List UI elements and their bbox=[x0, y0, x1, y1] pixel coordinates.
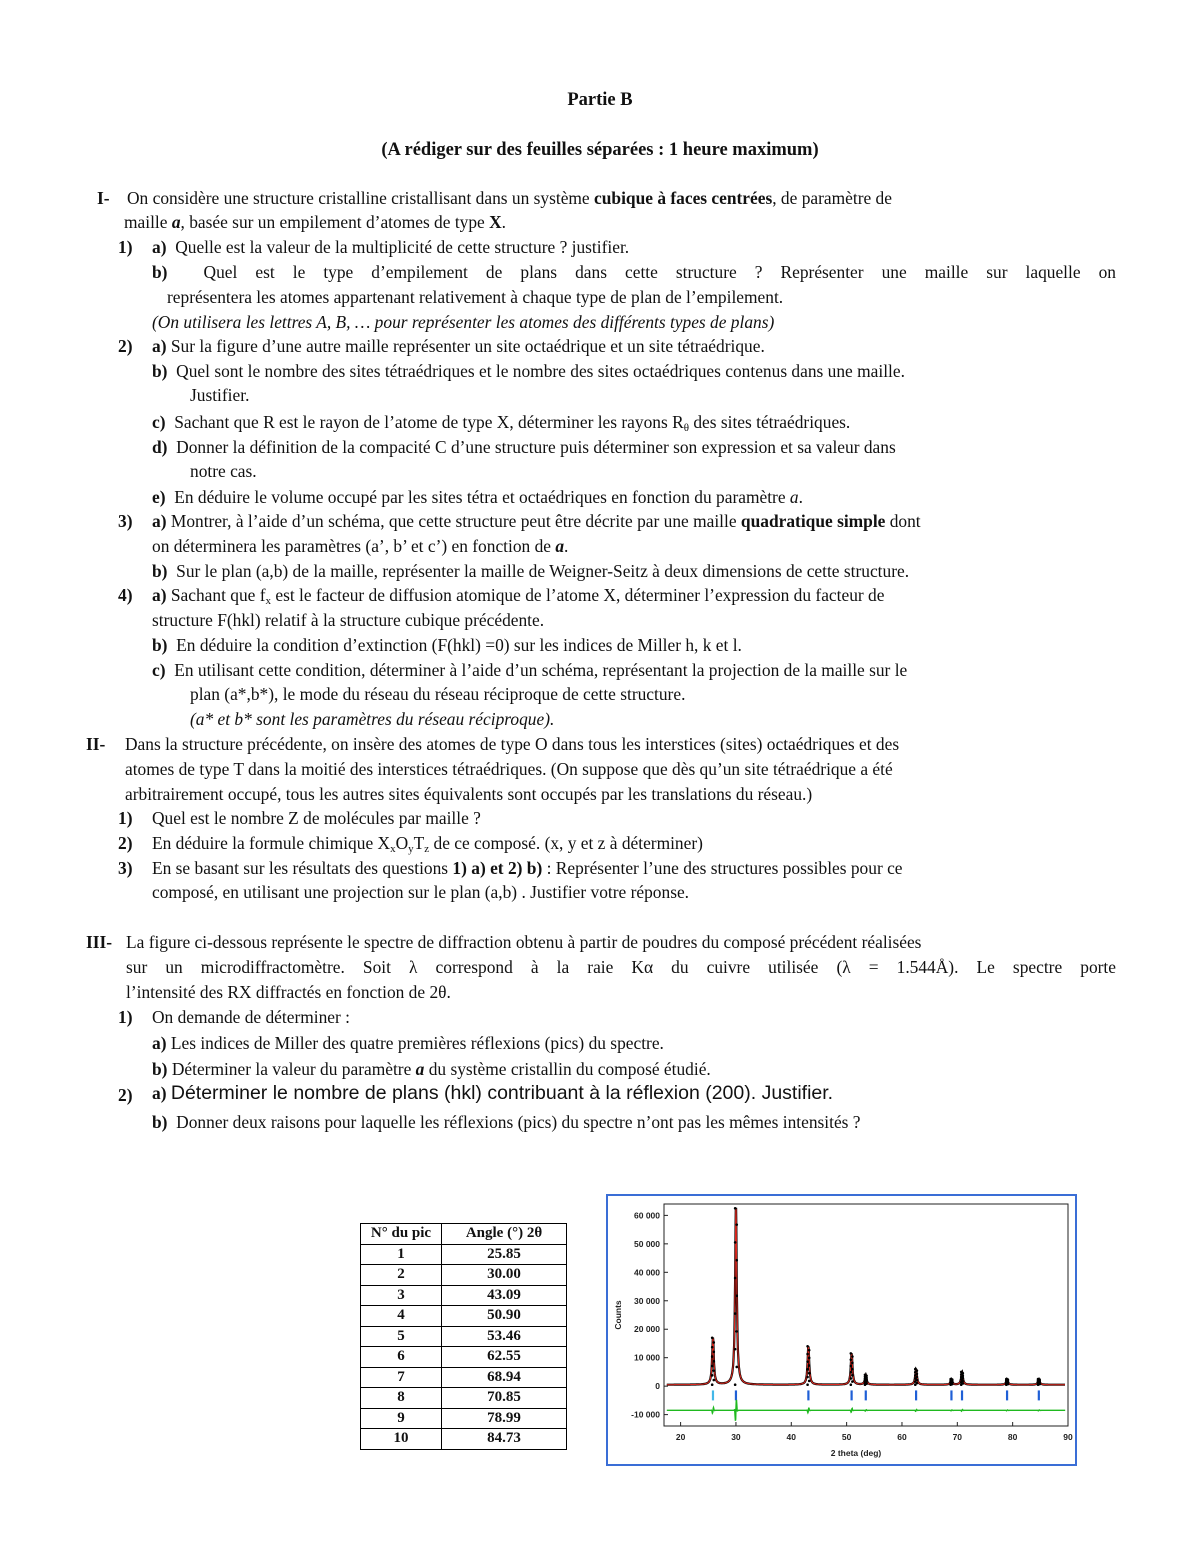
observed-point bbox=[850, 1352, 853, 1355]
observed-point bbox=[735, 1330, 738, 1333]
x-tick-label: 60 bbox=[897, 1432, 907, 1442]
q4c-note: (a* et b* sont les paramètres du réseau réciproque). bbox=[190, 709, 555, 729]
peak-number: 4 bbox=[361, 1306, 442, 1327]
observed-point bbox=[960, 1371, 963, 1374]
x-tick-label: 80 bbox=[1007, 1432, 1018, 1442]
x-tick-label: 30 bbox=[731, 1432, 741, 1442]
xrd-chart-svg bbox=[608, 1196, 1075, 1464]
s3-q1b: b) Déterminer la valeur du paramètre a du système cristallin du composé étudié. bbox=[152, 1059, 711, 1079]
observed-point bbox=[735, 1294, 738, 1297]
observed-point bbox=[1037, 1378, 1040, 1381]
s3-q2-number: 2) bbox=[118, 1085, 133, 1105]
peak-angle: 84.73 bbox=[442, 1429, 567, 1450]
q4-number: 4) bbox=[118, 585, 133, 605]
observed-point bbox=[734, 1241, 737, 1244]
q4a-line1: a) Sachant que $f_x$ est le facteur de diffusion atomique de l’atome X, déterminer l’expression du facteur de bbox=[152, 585, 885, 607]
y-tick-label: 0 bbox=[655, 1381, 660, 1392]
y-tick-label: 50 000 bbox=[634, 1238, 660, 1249]
peak-table bbox=[360, 1223, 567, 1450]
observed-point bbox=[914, 1368, 917, 1371]
observed-point bbox=[735, 1366, 738, 1369]
q2-number: 2) bbox=[118, 336, 133, 356]
y-tick-label: 20 000 bbox=[634, 1324, 660, 1335]
observed-point bbox=[850, 1377, 853, 1380]
s2-q3-line1: En se basant sur les résultats des questions 1) a) et 2) b) : Représenter l’une des structures possibles pour ce bbox=[152, 858, 903, 878]
observed-point bbox=[806, 1368, 809, 1371]
observed-point bbox=[808, 1372, 811, 1375]
peak-number: 6 bbox=[361, 1347, 442, 1368]
y-tick-label: 30 000 bbox=[634, 1295, 660, 1306]
s2-q2-number: 2) bbox=[118, 833, 133, 853]
table-row bbox=[361, 1347, 567, 1368]
q3b: b) Sur le plan (a,b) de la maille, représenter la maille de Weigner-Seitz à deux dimensions de cette structure. bbox=[152, 561, 910, 581]
peak-table-header-num: N° du pic bbox=[361, 1224, 442, 1245]
q2d-line1: d) Donner la définition de la compacité C d’une structure puis déterminer son expression et sa valeur dans bbox=[152, 437, 896, 457]
q2b-line2: Justifier. bbox=[190, 385, 250, 405]
observed-point bbox=[806, 1360, 809, 1363]
observed-point bbox=[734, 1348, 737, 1351]
observed-point bbox=[850, 1365, 853, 1368]
table-row bbox=[361, 1408, 567, 1429]
observed-point bbox=[808, 1380, 811, 1383]
q2d-line2: notre cas. bbox=[190, 461, 257, 481]
observed-point bbox=[712, 1360, 715, 1363]
q3-number: 3) bbox=[118, 511, 133, 531]
observed-point bbox=[1005, 1378, 1008, 1381]
y-axis-label: Counts bbox=[613, 1300, 623, 1330]
peak-number: 3 bbox=[361, 1285, 442, 1306]
xrd-chart bbox=[606, 1194, 1077, 1466]
table-row bbox=[361, 1306, 567, 1327]
peak-number: 5 bbox=[361, 1326, 442, 1347]
observed-point bbox=[734, 1207, 737, 1210]
y-tick-label: 60 000 bbox=[634, 1210, 660, 1221]
observed-point bbox=[806, 1353, 809, 1356]
peak-angle: 30.00 bbox=[442, 1265, 567, 1286]
s3-q2a: a) Déterminer le nombre de plans (hkl) contribuant à la réflexion (200). Justifier. bbox=[152, 1082, 834, 1104]
q2b-line1: b) Quel sont le nombre des sites tétraédriques et le nombre des sites octaédriques contenus dans une maille. bbox=[152, 361, 905, 381]
observed-point bbox=[735, 1223, 738, 1226]
observed-point bbox=[712, 1341, 715, 1344]
q2e: e) En déduire le volume occupé par les sites tétra et octaédriques en fonction du paramètre a. bbox=[152, 487, 803, 507]
table-row bbox=[361, 1367, 567, 1388]
y-tick-label: 40 000 bbox=[634, 1267, 660, 1278]
observed-point bbox=[735, 1259, 738, 1262]
peak-angle: 62.55 bbox=[442, 1347, 567, 1368]
observed-point bbox=[949, 1378, 952, 1381]
x-tick-label: 50 bbox=[841, 1432, 852, 1442]
x-tick-label: 40 bbox=[786, 1432, 797, 1442]
peak-number: 1 bbox=[361, 1244, 442, 1265]
q1b-line2: représentera les atomes appartenant relativement à chaque type de plan de l’empilement. bbox=[167, 287, 784, 307]
table-row bbox=[361, 1388, 567, 1409]
observed-point bbox=[806, 1383, 809, 1386]
s2-q3-line2: composé, en utilisant une projection sur le plan (a,b) . Justifier votre réponse. bbox=[152, 882, 690, 902]
observed-point bbox=[850, 1383, 853, 1386]
x-tick-label: 70 bbox=[952, 1432, 963, 1442]
page-subtitle: (A rédiger sur des feuilles séparées : 1 heure maximum) bbox=[381, 140, 819, 160]
q4c-line2: plan (a*,b*), le mode du réseau du réseau réciproque de cette structure. bbox=[190, 684, 686, 704]
s3-q1-number: 1) bbox=[118, 1007, 133, 1027]
s3-q1: On demande de déterminer : bbox=[152, 1007, 350, 1027]
x-tick-label: 20 bbox=[675, 1432, 686, 1442]
observed-point bbox=[734, 1277, 737, 1280]
peak-angle: 68.94 bbox=[442, 1367, 567, 1388]
table-row bbox=[361, 1244, 567, 1265]
peak-angle: 50.90 bbox=[442, 1306, 567, 1327]
section-3-intro-line2: sur un microdiffractomètre. Soit λ correspond à la raie Kα du cuivre utilisée (λ = 1.544Å). Le spectre porte bbox=[126, 957, 1116, 977]
observed-baseline bbox=[667, 1209, 1065, 1385]
q2a: a) Sur la figure d’une autre maille représenter un site octaédrique et un site tétraédrique. bbox=[152, 336, 765, 356]
observed-point bbox=[711, 1355, 714, 1358]
peak-number: 9 bbox=[361, 1408, 442, 1429]
x-axis-label: 2 theta (deg) bbox=[830, 1448, 882, 1458]
y-tick-label: -10 000 bbox=[631, 1409, 660, 1420]
observed-point bbox=[851, 1374, 854, 1377]
observed-point bbox=[851, 1380, 854, 1383]
peak-number: 2 bbox=[361, 1265, 442, 1286]
q1b-note: (On utilisera les lettres A, B, … pour représenter les atomes des différents types de plans) bbox=[152, 312, 775, 332]
q3a-line1: a) Montrer, à l’aide d’un schéma, que cette structure peut être décrite par une maille quadratique simple dont bbox=[152, 511, 921, 531]
section-2-intro-line3: arbitrairement occupé, tous les autres sites équivalents sont occupés par les translations du réseau.) bbox=[125, 784, 813, 804]
table-row bbox=[361, 1285, 567, 1306]
q3a-line2: on déterminera les paramètres (a’, b’ et c’) en fonction de a. bbox=[152, 536, 569, 556]
peak-angle: 25.85 bbox=[442, 1244, 567, 1265]
section-1-number: I- bbox=[97, 188, 110, 208]
s2-q1: Quel est le nombre Z de molécules par maille ? bbox=[152, 808, 481, 828]
peak-angle: 78.99 bbox=[442, 1408, 567, 1429]
observed-point bbox=[864, 1373, 867, 1376]
calculated-line bbox=[667, 1209, 1065, 1385]
section-3-intro-line1: La figure ci-dessous représente le spectre de diffraction obtenu à partir de poudres du composé précédent réalisées bbox=[126, 932, 922, 952]
observed-point bbox=[850, 1371, 853, 1374]
observed-point bbox=[712, 1369, 715, 1372]
s2-q1-number: 1) bbox=[118, 808, 133, 828]
section-3-intro-line3: l’intensité des RX diffractés en fonction de 2θ. bbox=[126, 982, 451, 1002]
s3-q2b: b) Donner deux raisons pour laquelle les réflexions (pics) du spectre n’ont pas les mêmes intensités ? bbox=[152, 1112, 861, 1132]
page-title: Partie B bbox=[567, 90, 633, 110]
section-1-intro-line2: maille a, basée sur un empilement d’atomes de type X. bbox=[124, 212, 507, 232]
observed-point bbox=[711, 1365, 714, 1368]
observed-point bbox=[806, 1345, 809, 1348]
observed-point bbox=[808, 1357, 811, 1360]
peak-table-header bbox=[361, 1224, 567, 1245]
s3-q1a: a) Les indices de Miller des quatre premières réflexions (pics) du spectre. bbox=[152, 1033, 664, 1053]
difference-line bbox=[667, 1400, 1065, 1421]
peak-angle: 43.09 bbox=[442, 1285, 567, 1306]
observed-point bbox=[711, 1383, 714, 1386]
table-row bbox=[361, 1429, 567, 1450]
table-row bbox=[361, 1326, 567, 1347]
q4c-line1: c) En utilisant cette condition, déterminer à l’aide d’un schéma, représentant la projection de la maille sur le bbox=[152, 660, 908, 680]
section-1-intro-line1: On considère une structure cristalline cristallisant dans un système cubique à faces centrées, de paramètre de bbox=[127, 188, 892, 208]
s2-q3-number: 3) bbox=[118, 858, 133, 878]
section-2-number: II- bbox=[86, 734, 106, 754]
observed-point bbox=[851, 1355, 854, 1358]
q1-number: 1) bbox=[118, 237, 133, 257]
q1b-line1: b) Quel est le type d’empilement de plans dans cette structure ? Représenter une maille sur laquelle on bbox=[152, 262, 1116, 282]
observed-point bbox=[851, 1368, 854, 1371]
peak-table-header-angle: Angle (°) 2θ bbox=[442, 1224, 567, 1245]
peak-angle: 53.46 bbox=[442, 1326, 567, 1347]
peak-number: 10 bbox=[361, 1429, 442, 1450]
observed-point bbox=[712, 1379, 715, 1382]
section-2-intro-line1: Dans la structure précédente, on insère des atomes de type O dans tous les interstices (sites) octaédriques et des bbox=[125, 734, 900, 754]
observed-point bbox=[711, 1346, 714, 1349]
q4b: b) En déduire la condition d’extinction (F(hkl) =0) sur les indices de Miller h, k et l. bbox=[152, 635, 742, 655]
section-2-intro-line2: atomes de type T dans la moitié des interstices tétraédriques. (On suppose que dès qu’un site tétraédrique a été bbox=[125, 759, 893, 779]
peak-angle: 70.85 bbox=[442, 1388, 567, 1409]
q2c: c) Sachant que R est le rayon de l’atome de type X, déterminer les rayons $R_\theta$ des sites tétraédriques. bbox=[152, 412, 851, 434]
observed-point bbox=[808, 1349, 811, 1352]
q1a: a) Quelle est la valeur de la multiplicité de cette structure ? justifier. bbox=[152, 237, 630, 257]
observed-point bbox=[806, 1376, 809, 1379]
observed-point bbox=[712, 1351, 715, 1354]
s2-q2: En déduire la formule chimique $X_xO_yT_z$ de ce composé. (x, y et z à déterminer) bbox=[152, 833, 703, 855]
observed-point bbox=[734, 1383, 737, 1386]
peak-number: 7 bbox=[361, 1367, 442, 1388]
peak-number: 8 bbox=[361, 1388, 442, 1409]
observed-point bbox=[850, 1358, 853, 1361]
observed-point bbox=[808, 1364, 811, 1367]
observed-point bbox=[734, 1312, 737, 1315]
q4a-line2: structure F(hkl) relatif à la structure cubique précédente. bbox=[152, 610, 545, 630]
x-tick-label: 90 bbox=[1063, 1432, 1073, 1442]
observed-point bbox=[711, 1336, 714, 1339]
section-3-number: III- bbox=[86, 932, 113, 952]
observed-point bbox=[851, 1362, 854, 1365]
observed-point bbox=[711, 1374, 714, 1377]
table-row bbox=[361, 1265, 567, 1286]
y-tick-label: 10 000 bbox=[634, 1352, 660, 1363]
